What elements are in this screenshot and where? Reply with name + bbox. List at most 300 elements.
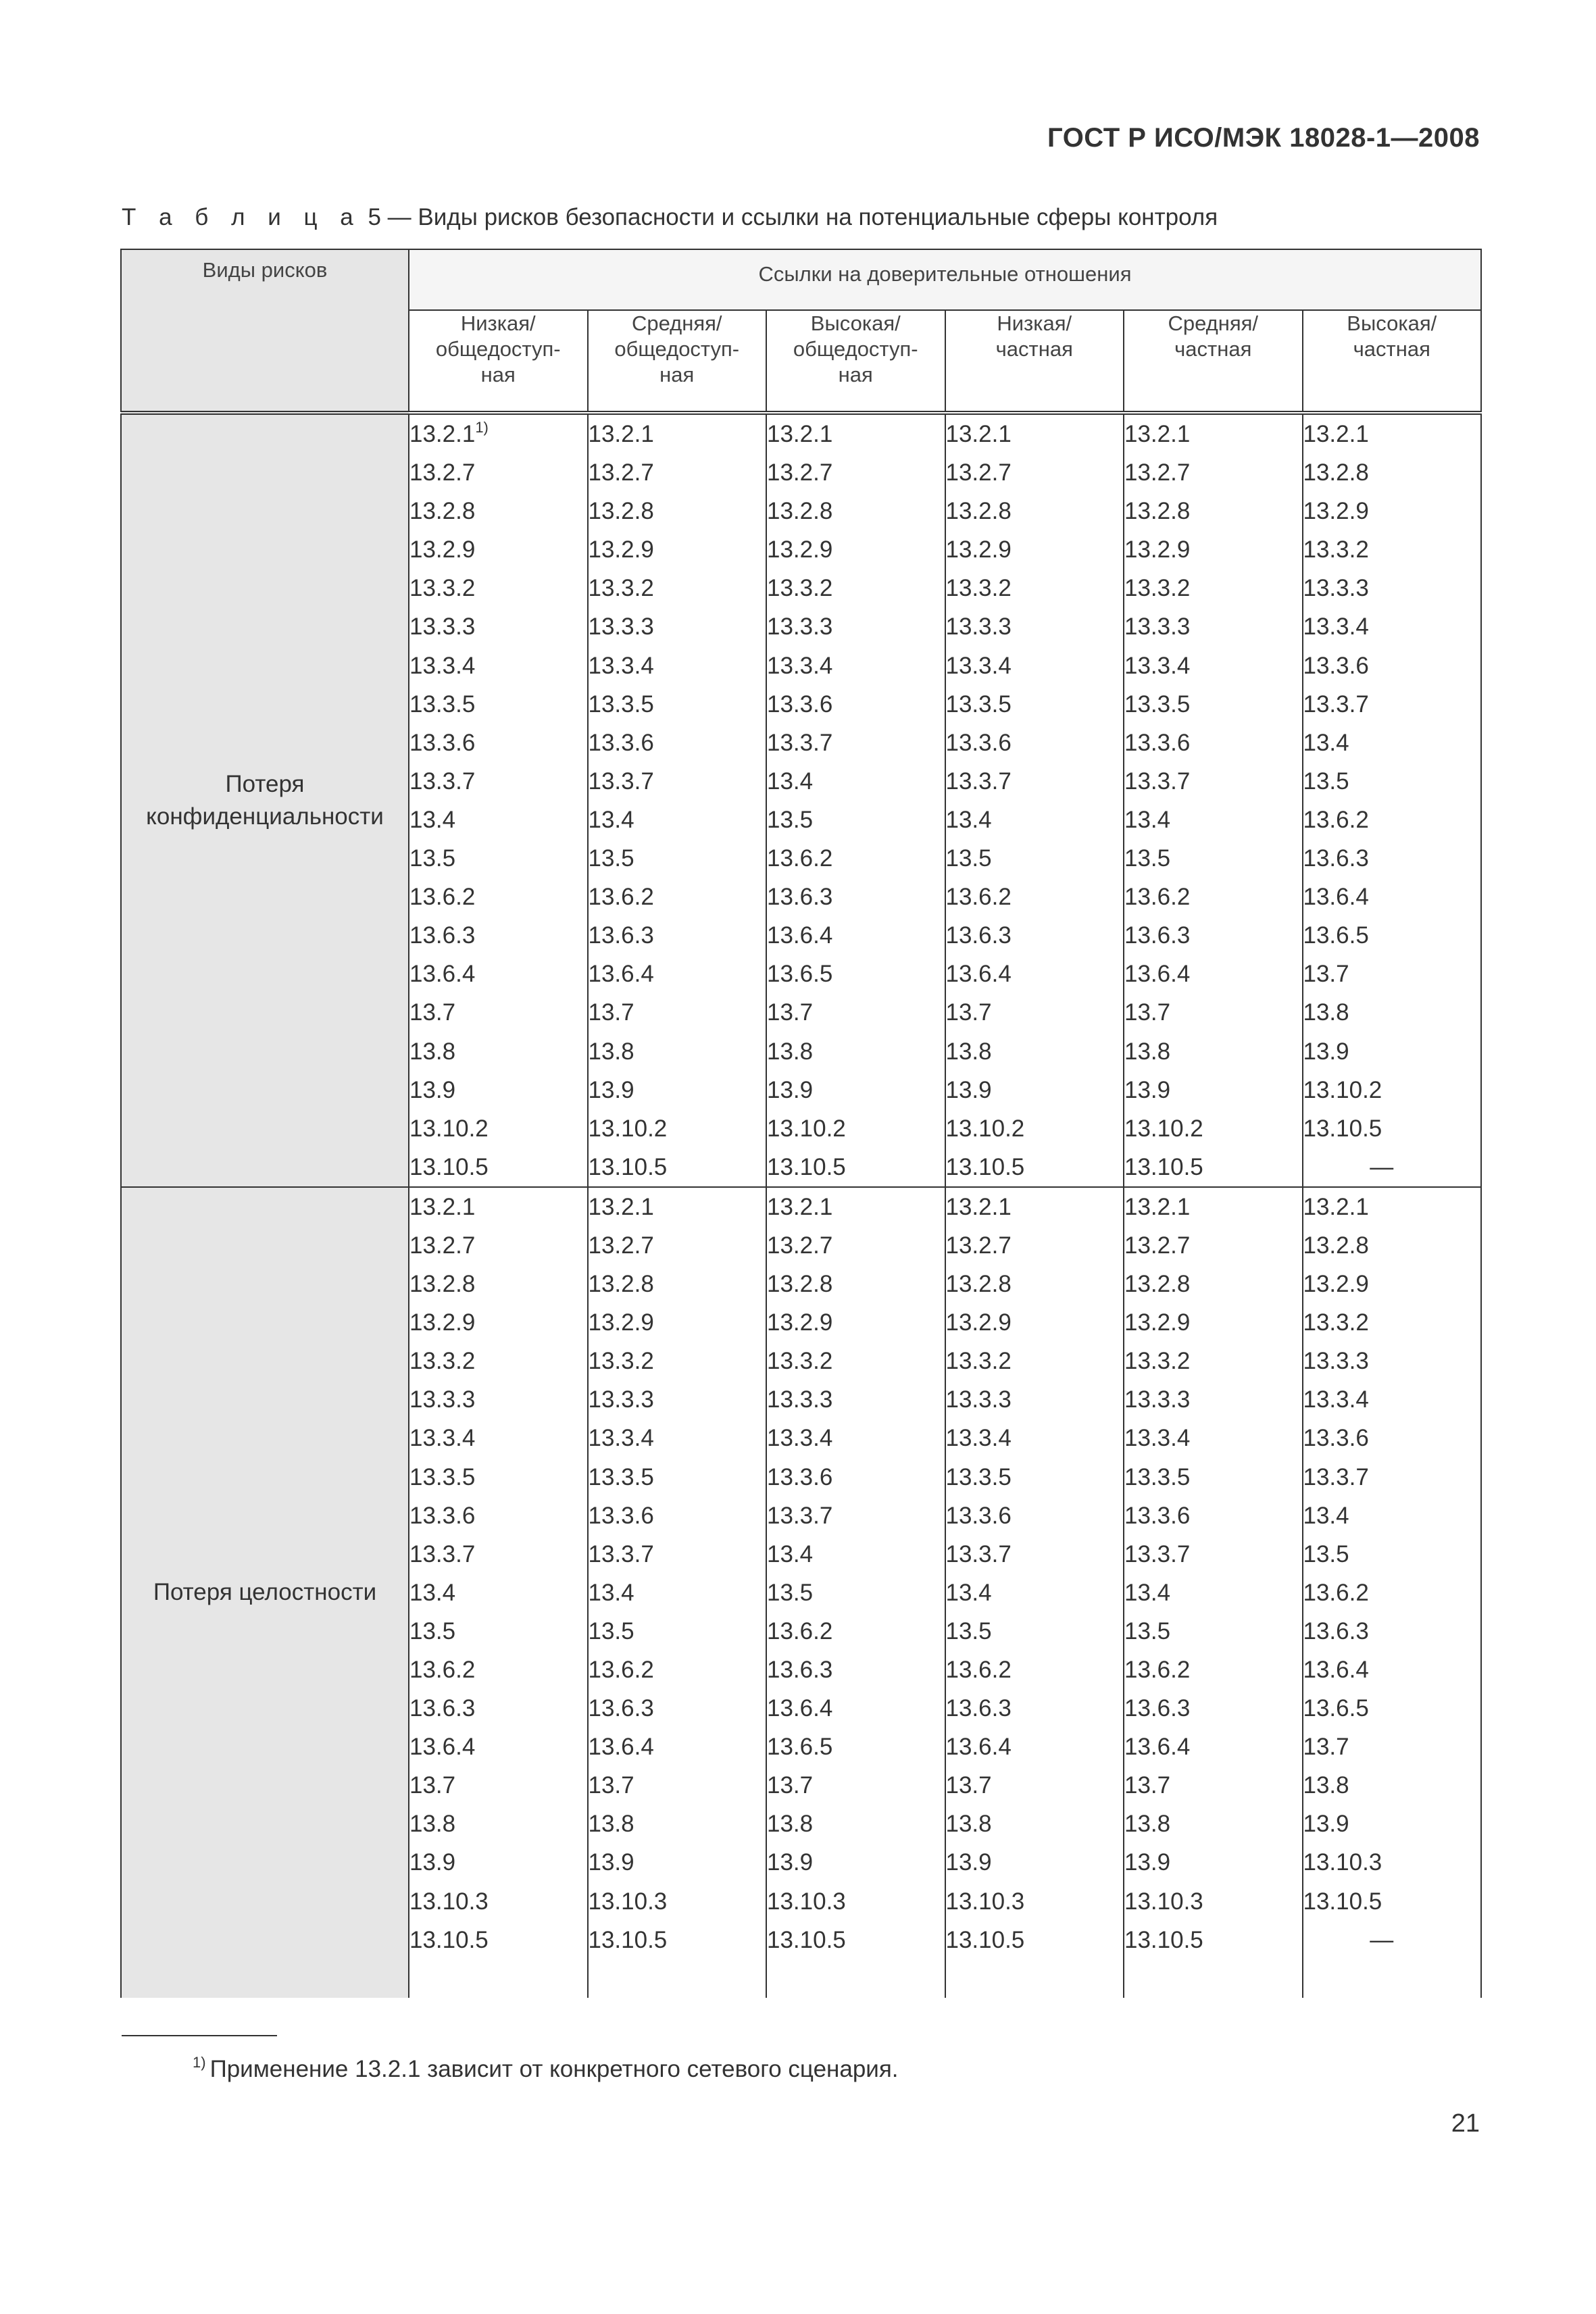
reference-value: 13.2.9 (1124, 1309, 1191, 1336)
reference-value: 13.6.2 (1303, 1579, 1369, 1606)
reference-entry (767, 607, 945, 646)
reference-entry (409, 1766, 587, 1805)
reference-cell (409, 1187, 588, 1998)
reference-entry (1124, 1419, 1302, 1457)
reference-value: 13.3.3 (588, 1386, 654, 1413)
reference-entry (589, 1766, 766, 1805)
reference-value: 13.3.2 (1303, 536, 1369, 563)
reference-value: 13.6.2 (1124, 884, 1191, 911)
reference-entry (589, 1032, 766, 1071)
reference-value: 13.10.5 (945, 1153, 1025, 1180)
reference-value: 13.3.6 (409, 729, 476, 756)
reference-entry (409, 415, 587, 453)
reference-value: 13.8 (1303, 999, 1349, 1026)
reference-entry (1303, 955, 1481, 993)
footnote-text: Применение 13.2.1 зависит от конкретного сетевого сценария. (209, 2056, 899, 2082)
reference-value: 13.2.1 (1124, 1193, 1191, 1220)
reference-entry (589, 1303, 766, 1342)
reference-value: 13.9 (1124, 1076, 1171, 1103)
reference-value: 13.5 (767, 806, 814, 833)
reference-entry (946, 1535, 1124, 1574)
reference-value: 13.8 (945, 1038, 992, 1065)
reference-value: 13.2.8 (945, 498, 1012, 525)
reference-value: 13.6.2 (409, 1657, 476, 1683)
reference-entry (1124, 1574, 1302, 1612)
reference-value: 13.3.7 (1303, 690, 1369, 718)
reference-entry (1303, 1226, 1481, 1265)
reference-entry (767, 839, 945, 878)
reference-value: 13.10.3 (767, 1888, 846, 1915)
reference-entry (409, 1071, 587, 1109)
reference-value: 13.2.8 (1124, 1271, 1191, 1298)
reference-value: 13.4 (1124, 1579, 1171, 1606)
reference-value: 13.2.7 (409, 459, 476, 486)
reference-entry (589, 1882, 766, 1921)
reference-entry (946, 1032, 1124, 1071)
reference-entry (409, 801, 587, 839)
reference-value: 13.5 (588, 845, 634, 872)
reference-value: 13.3.5 (1124, 1463, 1191, 1490)
reference-entry (1303, 1032, 1481, 1071)
reference-entry (589, 916, 766, 955)
reference-entry (589, 1612, 766, 1651)
reference-entry (1124, 530, 1302, 569)
reference-entry (1124, 762, 1302, 801)
reference-entry (1303, 453, 1481, 492)
reference-value: 13.10.5 (1124, 1926, 1203, 1953)
reference-value: 13.5 (1124, 1617, 1171, 1644)
risk-type-label: Потеря (225, 770, 305, 797)
reference-entry (589, 1188, 766, 1226)
reference-entry (767, 801, 945, 839)
document-header: ГОСТ Р ИСО/МЭК 18028-1—2008 (1047, 123, 1480, 153)
trust-column-header-line: общедоступ- (435, 337, 561, 361)
reference-entry (946, 607, 1124, 646)
reference-entry (1303, 569, 1481, 607)
reference-entry (767, 1651, 945, 1689)
reference-value: 13.4 (409, 1579, 456, 1606)
reference-entry (1124, 1689, 1302, 1728)
reference-value: 13.6.2 (1303, 806, 1369, 833)
reference-entry (946, 801, 1124, 839)
reference-value: 13.3.3 (945, 613, 1012, 640)
risk-group-row (121, 1187, 1481, 1998)
reference-entry (1303, 1921, 1481, 1959)
reference-entry (767, 569, 945, 607)
reference-entry (409, 1458, 587, 1496)
reference-entry (589, 1689, 766, 1728)
reference-value: 13.2.1 (588, 421, 654, 447)
reference-entry (409, 1612, 587, 1651)
reference-entry (589, 839, 766, 878)
reference-entry (767, 1535, 945, 1574)
reference-value: 13.3.4 (1303, 1386, 1369, 1413)
reference-value: 13.3.7 (1303, 1463, 1369, 1490)
reference-entry (946, 1805, 1124, 1843)
reference-value: 13.10.5 (767, 1153, 846, 1180)
reference-value: 13.8 (767, 1811, 814, 1838)
reference-value: 13.4 (588, 806, 634, 833)
reference-entry (1303, 1109, 1481, 1148)
reference-value: 13.9 (767, 1849, 814, 1876)
reference-value: 13.3.4 (945, 1425, 1012, 1452)
reference-entry (409, 993, 587, 1032)
reference-entry (1124, 453, 1302, 492)
reference-value: 13.6.4 (945, 961, 1012, 988)
reference-value: 13.9 (767, 1076, 814, 1103)
reference-entry (409, 955, 587, 993)
reference-value: 13.6.5 (1303, 1695, 1369, 1722)
reference-entry (589, 1805, 766, 1843)
footnote-divider (122, 2035, 277, 2036)
reference-entry (589, 724, 766, 762)
reference-value: 13.9 (945, 1076, 992, 1103)
reference-value: 13.2.1 (409, 1193, 476, 1220)
reference-value: 13.9 (409, 1849, 456, 1876)
reference-value: 13.3.6 (1303, 652, 1369, 679)
reference-entry (767, 1458, 945, 1496)
reference-entry (589, 607, 766, 646)
reference-entry (589, 1651, 766, 1689)
reference-value: 13.6.3 (409, 922, 476, 949)
reference-entry (589, 647, 766, 685)
reference-entry (1303, 1612, 1481, 1651)
reference-entry (1124, 1882, 1302, 1921)
reference-entry (409, 1843, 587, 1882)
reference-entry (946, 530, 1124, 569)
reference-value: 13.3.4 (409, 652, 476, 679)
caption-text: — Виды рисков безопасности и ссылки на потенциальные сферы контроля (380, 204, 1218, 230)
reference-value: 13.7 (588, 999, 634, 1026)
reference-value: 13.3.4 (945, 652, 1012, 679)
reference-value: 13.2.1 (767, 421, 833, 447)
reference-entry (946, 453, 1124, 492)
reference-value: 13.2.8 (409, 1271, 476, 1298)
reference-entry (1124, 1380, 1302, 1419)
reference-entry (409, 1226, 587, 1265)
reference-entry (946, 1380, 1124, 1419)
reference-value: 13.6.4 (1124, 1734, 1191, 1761)
reference-value: 13.7 (767, 1772, 814, 1799)
reference-value: 13.7 (1124, 999, 1171, 1026)
reference-entry (767, 1071, 945, 1109)
reference-entry (589, 415, 766, 453)
reference-value: 13.3.5 (588, 1463, 654, 1490)
footnote-marker: 1) (193, 2054, 206, 2071)
reference-entry (589, 1574, 766, 1612)
reference-value: 13.5 (588, 1617, 634, 1644)
reference-entry (767, 1882, 945, 1921)
reference-value: 13.3.2 (945, 1348, 1012, 1375)
reference-entry (767, 415, 945, 453)
trust-column-header-line: Высокая/ (1347, 311, 1437, 335)
trust-column-header-line: общедоступ- (793, 337, 918, 361)
reference-value: 13.4 (1124, 806, 1171, 833)
reference-entry (409, 724, 587, 762)
reference-value: 13.3.7 (409, 768, 476, 795)
reference-value: 13.6.5 (767, 1734, 833, 1761)
caption-label: Т а б л и ц а (122, 204, 361, 230)
reference-entry (946, 839, 1124, 878)
reference-value: 13.3.4 (1124, 652, 1191, 679)
reference-cell (409, 413, 588, 1187)
reference-value: 13.8 (588, 1811, 634, 1838)
reference-entry (767, 1574, 945, 1612)
reference-entry (409, 492, 587, 530)
reference-value: 13.9 (588, 1849, 634, 1876)
reference-entry (1124, 1071, 1302, 1109)
reference-value: 13.6.4 (767, 1695, 833, 1722)
reference-entry (1124, 1032, 1302, 1071)
reference-value: 13.7 (945, 999, 992, 1026)
reference-value: 13.3.2 (1124, 575, 1191, 602)
reference-value: 13.3.2 (767, 575, 833, 602)
reference-value: 13.10.3 (1124, 1888, 1203, 1915)
risk-type-label: Потеря целостности (153, 1579, 377, 1606)
reference-value: 13.8 (945, 1811, 992, 1838)
reference-value: 13.2.1 (1124, 421, 1191, 447)
reference-cell (766, 413, 945, 1187)
reference-entry (409, 530, 587, 569)
trust-column-header (588, 310, 767, 413)
reference-value: 13.3.3 (409, 1386, 476, 1413)
reference-entry (946, 916, 1124, 955)
reference-value: 13.5 (409, 845, 456, 872)
reference-value: 13.3.3 (1303, 1348, 1369, 1375)
trust-column-header-line: частная (1174, 337, 1252, 361)
reference-entry (589, 1380, 766, 1419)
reference-entry (1303, 1496, 1481, 1535)
reference-entry (589, 955, 766, 993)
reference-value: 13.4 (1303, 729, 1349, 756)
reference-entry (767, 955, 945, 993)
reference-entry (1124, 685, 1302, 724)
reference-value: 13.3.4 (1124, 1425, 1191, 1452)
reference-entry (1124, 1766, 1302, 1805)
reference-value: 13.3.7 (409, 1540, 476, 1567)
reference-value: 13.3.2 (588, 1348, 654, 1375)
reference-value: 13.6.2 (1124, 1657, 1191, 1683)
reference-value: — (1370, 1153, 1394, 1180)
reference-entry (1124, 955, 1302, 993)
reference-entry (589, 1728, 766, 1766)
reference-value: 13.3.5 (1124, 690, 1191, 718)
reference-value: 13.2.9 (1303, 498, 1369, 525)
reference-entry (767, 916, 945, 955)
reference-value: 13.2.9 (588, 536, 654, 563)
reference-entry (946, 1728, 1124, 1766)
reference-value: 13.9 (1303, 1038, 1349, 1065)
reference-entry (589, 878, 766, 916)
reference-value: 13.5 (409, 1617, 456, 1644)
reference-value: 13.6.2 (945, 884, 1012, 911)
reference-value: 13.6.4 (1303, 884, 1369, 911)
reference-entry (946, 1766, 1124, 1805)
reference-entry (946, 1612, 1124, 1651)
reference-entry (1124, 724, 1302, 762)
reference-entry (1124, 1728, 1302, 1766)
reference-value: 13.10.2 (409, 1115, 489, 1142)
reference-value: 13.3.7 (945, 1540, 1012, 1567)
reference-value: 13.10.5 (409, 1153, 489, 1180)
reference-entry (767, 1226, 945, 1265)
reference-value: 13.2.8 (1303, 459, 1369, 486)
reference-value: 13.6.2 (767, 845, 833, 872)
reference-value: 13.3.3 (767, 1386, 833, 1413)
reference-entry (1303, 1458, 1481, 1496)
reference-value: 13.2.1 (588, 1193, 654, 1220)
footnote-ref-marker: 1) (475, 419, 489, 436)
reference-value: 13.3.6 (767, 1463, 833, 1490)
reference-entry (409, 607, 587, 646)
reference-value: 13.3.2 (409, 575, 476, 602)
reference-value: 13.3.3 (1124, 613, 1191, 640)
reference-value: 13.3.3 (945, 1386, 1012, 1413)
reference-entry (1303, 647, 1481, 685)
reference-value: 13.2.9 (1303, 1271, 1369, 1298)
reference-value: 13.3.2 (945, 575, 1012, 602)
reference-value: 13.6.4 (767, 922, 833, 949)
reference-entry (946, 569, 1124, 607)
reference-entry (1303, 1689, 1481, 1728)
reference-entry (589, 492, 766, 530)
reference-entry (589, 762, 766, 801)
reference-value: 13.3.2 (409, 1348, 476, 1375)
reference-entry (946, 1265, 1124, 1303)
reference-entry (767, 685, 945, 724)
reference-value: 13.3.3 (767, 613, 833, 640)
reference-cell (1124, 413, 1303, 1187)
reference-entry (1303, 1303, 1481, 1342)
reference-value: — (1370, 1926, 1394, 1953)
reference-entry (589, 1265, 766, 1303)
risk-type-cell (121, 413, 409, 1187)
reference-entry (409, 1651, 587, 1689)
reference-entry (767, 724, 945, 762)
reference-entry (1303, 1843, 1481, 1882)
reference-entry (767, 1032, 945, 1071)
reference-entry (409, 1032, 587, 1071)
reference-entry (1124, 1188, 1302, 1226)
reference-entry (767, 1496, 945, 1535)
reference-value: 13.3.5 (945, 690, 1012, 718)
reference-entry (1124, 916, 1302, 955)
reference-entry (1124, 1805, 1302, 1843)
reference-value: 13.4 (945, 1579, 992, 1606)
reference-entry (946, 492, 1124, 530)
reference-value: 13.10.2 (945, 1115, 1025, 1142)
reference-entry (1124, 1612, 1302, 1651)
reference-cell (945, 413, 1124, 1187)
reference-value: 13.3.6 (1124, 1502, 1191, 1529)
risk-column-header: Виды рисков (121, 249, 409, 310)
reference-value: 13.6.3 (767, 1657, 833, 1683)
reference-value: 13.6.2 (945, 1657, 1012, 1683)
reference-value: 13.7 (409, 1772, 456, 1799)
reference-entry (946, 1342, 1124, 1380)
reference-value: 13.7 (945, 1772, 992, 1799)
reference-value: 13.2.8 (767, 1271, 833, 1298)
reference-entry (1124, 993, 1302, 1032)
reference-entry (946, 1148, 1124, 1186)
risk-type-label: конфиденциальности (146, 803, 384, 830)
reference-entry (767, 1921, 945, 1959)
reference-value: 13.3.2 (767, 1348, 833, 1375)
reference-value: 13.2.9 (1124, 536, 1191, 563)
reference-entry (767, 1612, 945, 1651)
reference-value: 13.6.3 (409, 1695, 476, 1722)
reference-entry (1303, 1380, 1481, 1419)
reference-entry (767, 993, 945, 1032)
reference-entry (1124, 492, 1302, 530)
reference-value: 13.3.4 (409, 1425, 476, 1452)
reference-value: 13.2.8 (945, 1271, 1012, 1298)
reference-entry (1303, 724, 1481, 762)
reference-value: 13.3.7 (588, 1540, 654, 1567)
reference-entry (946, 1303, 1124, 1342)
reference-value: 13.2.9 (409, 1309, 476, 1336)
reference-value: 13.3.4 (588, 1425, 654, 1452)
reference-value: 13.6.3 (1124, 922, 1191, 949)
reference-entry (946, 955, 1124, 993)
reference-value: 13.3.7 (767, 729, 833, 756)
reference-value: 13.3.4 (767, 1425, 833, 1452)
reference-value: 13.2.7 (1124, 1232, 1191, 1259)
reference-value: 13.7 (409, 999, 456, 1026)
reference-value: 13.3.2 (1303, 1309, 1369, 1336)
reference-entry (409, 762, 587, 801)
reference-value: 13.6.4 (945, 1734, 1012, 1761)
reference-entry (589, 530, 766, 569)
reference-entry (1303, 762, 1481, 801)
reference-entry (1303, 492, 1481, 530)
reference-value: 13.9 (1303, 1811, 1349, 1838)
reference-entry (767, 1342, 945, 1380)
reference-entry (946, 1071, 1124, 1109)
reference-entry (589, 1535, 766, 1574)
reference-entry (1303, 530, 1481, 569)
trust-column-header-line: Средняя/ (631, 311, 722, 335)
reference-value: 13.3.3 (409, 613, 476, 640)
trust-column-header-line: общедоступ- (614, 337, 740, 361)
reference-value: 13.2.1 (767, 1193, 833, 1220)
reference-value: 13.6.4 (409, 961, 476, 988)
reference-entry (1303, 1574, 1481, 1612)
reference-value: 13.3.7 (588, 768, 654, 795)
reference-value: 13.2.1 (1303, 1193, 1369, 1220)
reference-entry (946, 762, 1124, 801)
trust-column-header-line: частная (1353, 337, 1430, 361)
reference-entry (1303, 839, 1481, 878)
reference-value: 13.3.4 (767, 652, 833, 679)
reference-value: 13.9 (1124, 1849, 1171, 1876)
trust-column-header-line: частная (995, 337, 1073, 361)
reference-entry (409, 569, 587, 607)
reference-cell (1303, 413, 1482, 1187)
reference-cell (588, 1187, 767, 1998)
reference-cell (1303, 1187, 1482, 1998)
reference-entry (589, 1843, 766, 1882)
reference-entry (1303, 801, 1481, 839)
reference-entry (946, 1419, 1124, 1457)
reference-entry (946, 1109, 1124, 1148)
trust-column-header (766, 310, 945, 413)
reference-value: 13.10.5 (1303, 1888, 1382, 1915)
reference-value: 13.3.3 (588, 613, 654, 640)
reference-entry (589, 1148, 766, 1186)
reference-entry (1124, 839, 1302, 878)
reference-value: 13.5 (767, 1579, 814, 1606)
